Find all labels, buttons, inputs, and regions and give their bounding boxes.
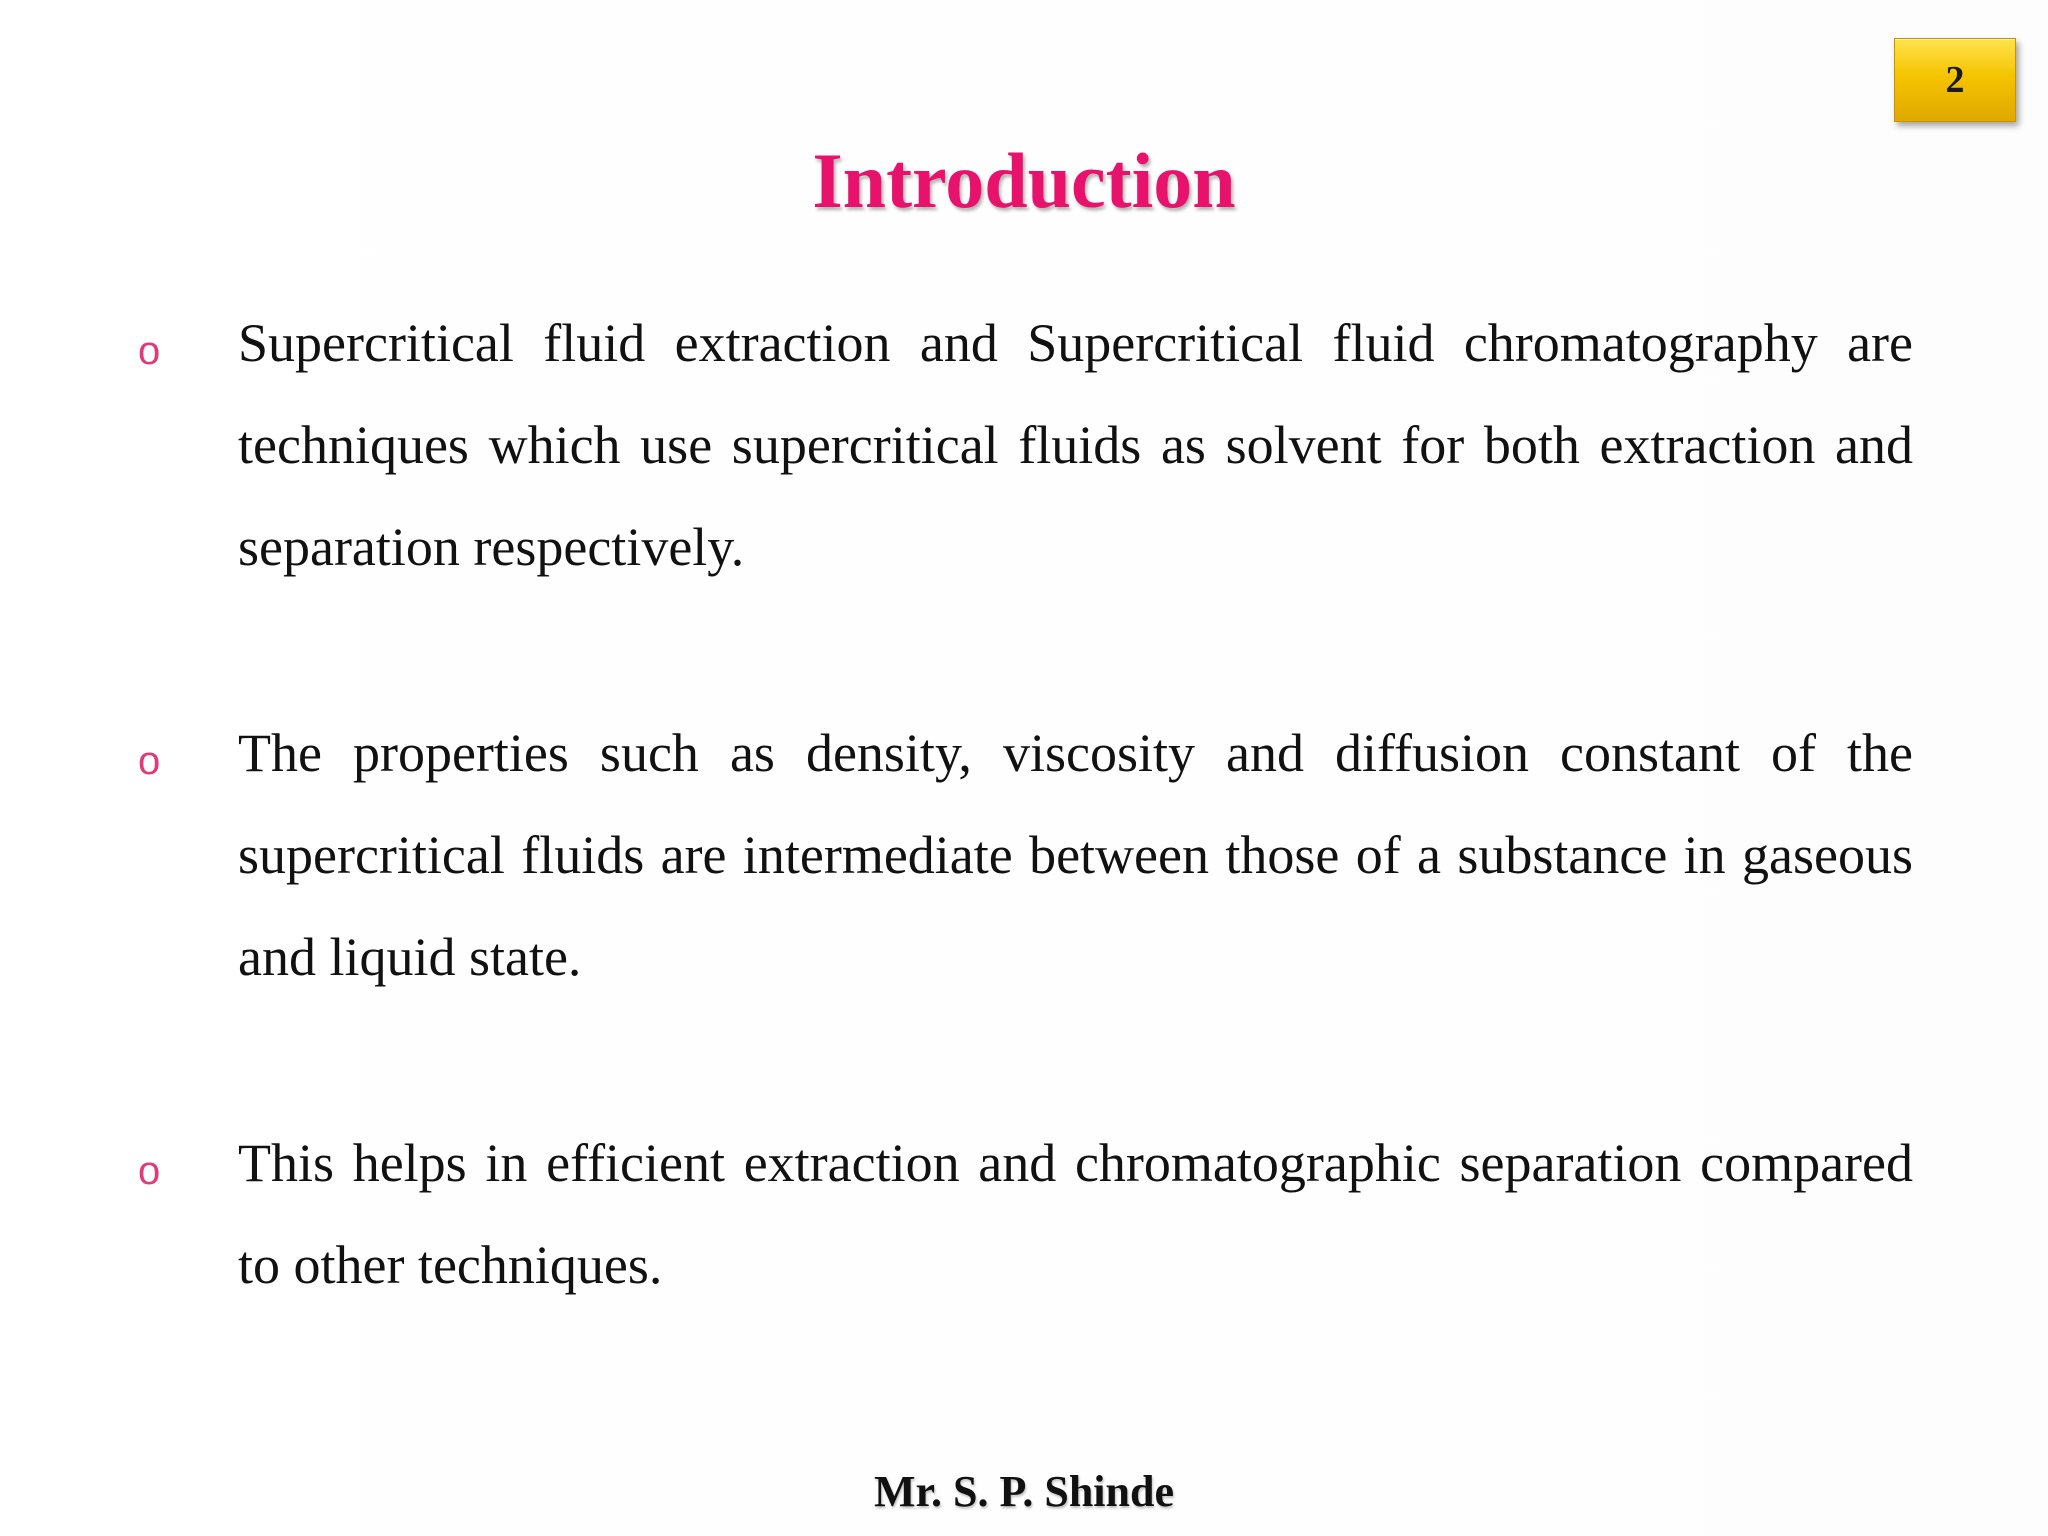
page-number: 2 [1945, 59, 1965, 101]
bullet-text: Supercritical fluid extraction and Supercritical fluid chromatography are techniques which use supercritical fluids as solvent for both extraction and separation respectively. [238, 313, 1913, 577]
bullet-marker: o [138, 739, 161, 783]
author-footer: Mr. S. P. Shinde [874, 1467, 1174, 1516]
bullet-marker: o [138, 329, 161, 373]
slide-title: Introduction [812, 137, 1236, 224]
bullet-text: The properties such as density, viscosity and diffusion constant of the supercritical fluids are intermediate between those of a substance in gaseous and liquid state. [238, 723, 1913, 987]
bullet-marker: o [138, 1149, 161, 1193]
page-number-badge [1894, 38, 2016, 122]
bullet-text: This helps in efficient extraction and chromatographic separation compared to other techniques. [238, 1133, 1913, 1295]
